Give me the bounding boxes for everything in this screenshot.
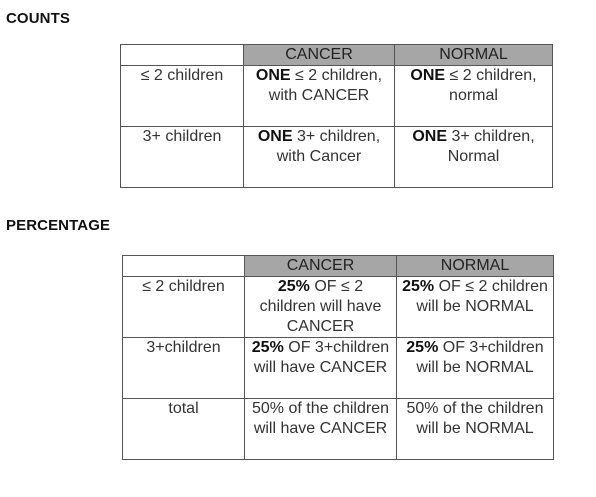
percentage-table xyxy=(122,255,554,460)
percentage-corner-cell xyxy=(123,256,245,277)
percentage-row-label: ≤ 2 children xyxy=(123,277,245,338)
percentage-cell-text: 50% of the children will be NORMAL xyxy=(406,400,544,437)
percentage-row-label: 3+children xyxy=(123,338,245,399)
percentage-cell-normal xyxy=(397,338,554,399)
counts-cell-text: ≤ 2 children, with CANCER xyxy=(268,67,383,104)
counts-cell-text: 3+ children, Normal xyxy=(447,128,535,165)
percentage-cell-text: OF ≤ 2 children will be NORMAL xyxy=(416,278,548,315)
counts-table xyxy=(120,44,553,188)
counts-cell-bold: ONE xyxy=(255,67,291,84)
percentage-cell-text: OF 3+children will be NORMAL xyxy=(416,339,544,376)
percentage-cell-bold: 25% xyxy=(251,339,284,356)
percentage-cell-text: OF ≤ 2 children will have CANCER xyxy=(259,278,382,335)
counts-row-label: ≤ 2 children xyxy=(121,66,244,127)
percentage-cell-text: 50% of the children will have CANCER xyxy=(252,400,389,437)
counts-cell-bold: ONE xyxy=(257,128,293,145)
percentage-cell-normal xyxy=(397,277,554,338)
percentage-cell-bold: 25% xyxy=(406,339,439,356)
percentage-cell-cancer xyxy=(245,277,397,338)
percentage-cell-bold: 25% xyxy=(277,278,310,295)
counts-corner-cell xyxy=(121,45,244,66)
counts-cell-cancer xyxy=(244,66,395,127)
percentage-header-normal: NORMAL xyxy=(397,256,554,277)
counts-cell-bold: ONE xyxy=(412,128,448,145)
counts-header-normal: NORMAL xyxy=(395,45,553,66)
percentage-row-label: total xyxy=(123,399,245,460)
counts-cell-text: 3+ children, with Cancer xyxy=(276,128,381,165)
counts-row-label: 3+ children xyxy=(121,127,244,188)
percentage-cell-cancer xyxy=(245,399,397,460)
counts-cell-normal xyxy=(395,66,553,127)
percentage-header-row xyxy=(123,256,554,277)
percentage-cell-normal xyxy=(397,399,554,460)
percentage-row-total xyxy=(123,399,554,460)
percentage-row xyxy=(123,338,554,399)
counts-cell-text: ≤ 2 children, normal xyxy=(445,67,537,104)
percentage-cell-cancer xyxy=(245,338,397,399)
percentage-cell-text: OF 3+children will have CANCER xyxy=(253,339,390,376)
counts-cell-normal xyxy=(395,127,553,188)
counts-row xyxy=(121,127,553,188)
counts-section-title: COUNTS xyxy=(6,10,70,27)
percentage-cell-bold: 25% xyxy=(402,278,435,295)
percentage-row xyxy=(123,277,554,338)
percentage-header-cancer: CANCER xyxy=(245,256,397,277)
counts-header-cancer: CANCER xyxy=(244,45,395,66)
counts-header-row xyxy=(121,45,553,66)
counts-cell-cancer xyxy=(244,127,395,188)
counts-row xyxy=(121,66,553,127)
counts-cell-bold: ONE xyxy=(410,67,446,84)
percentage-section-title: PERCENTAGE xyxy=(6,217,111,234)
